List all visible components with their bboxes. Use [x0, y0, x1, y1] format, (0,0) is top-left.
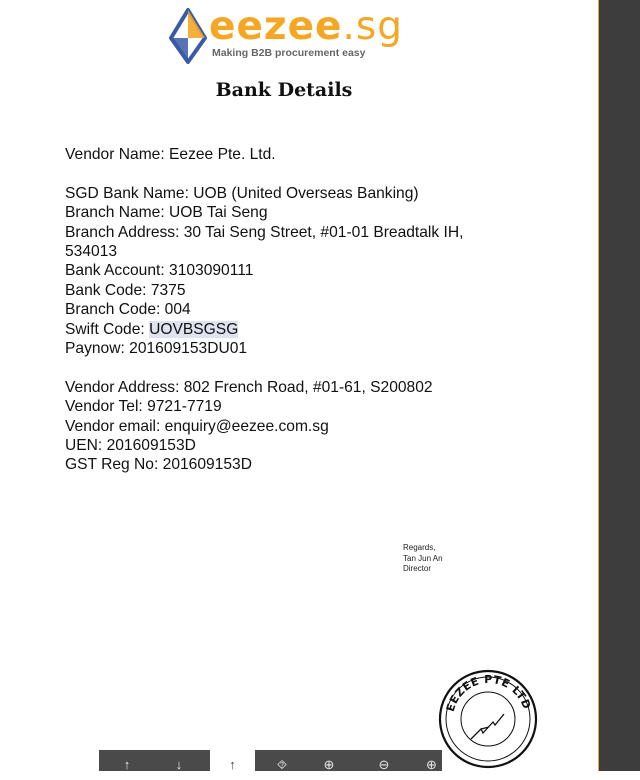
page-select-button[interactable]: ↑	[210, 750, 255, 771]
swift-code	[65, 320, 545, 339]
more-button[interactable]: ⊕	[426, 757, 437, 772]
logo-wordmark: eezee.sg	[209, 4, 403, 49]
signature-block	[403, 543, 443, 575]
eezee-diamond-icon	[168, 8, 208, 64]
bank-account: Bank Account: 3103090111	[65, 262, 254, 280]
zoom-in-button[interactable]: ⊕	[323, 757, 335, 772]
bank-code: Bank Code: 7375	[65, 281, 186, 299]
vendor-email: Vendor email: enquiry@eezee.com.sg	[65, 417, 329, 435]
paynow: Paynow: 201609153DU01	[65, 340, 248, 358]
vendor-address: Vendor Address: 802 French Road, #01-61, S200802	[65, 378, 433, 396]
fit-page-button[interactable]: ⯑	[276, 757, 288, 772]
swift-label: Swift Code:	[65, 320, 150, 338]
branch-address-line2: 534013	[65, 243, 118, 261]
viewer-background	[599, 0, 640, 771]
signatory-name: Tan Jun An	[403, 553, 443, 563]
spacer	[65, 164, 545, 183]
stamp-text: EEZEE PTE LTD	[443, 672, 534, 714]
regards-text: Regards,	[403, 543, 436, 552]
prev-page-button[interactable]: ↓	[175, 757, 183, 772]
spacer	[65, 358, 545, 377]
document-title: Bank Details	[215, 79, 353, 101]
branch-name: Branch Name: UOB Tai Seng	[65, 204, 268, 222]
vendor-tel: Vendor Tel: 9721-7719	[65, 398, 222, 416]
bank-name: SGD Bank Name: UOB (United Overseas Banking)	[65, 184, 419, 202]
company-stamp	[437, 667, 540, 770]
zoom-out-button[interactable]: ⊖	[378, 757, 390, 772]
first-page-button[interactable]: ↑	[123, 757, 131, 772]
gst-reg: GST Reg No: 201609153D	[65, 456, 252, 474]
eezee-logo	[168, 6, 428, 66]
uen: UEN: 201609153D	[65, 437, 196, 455]
bank-details-body	[65, 145, 545, 475]
swift-value-highlighted[interactable]: UOVBSGSG	[149, 320, 239, 338]
stamp-signature-mark	[471, 714, 504, 739]
vendor-name: Vendor Name: Eezee Pte. Ltd.	[65, 146, 276, 163]
pdf-toolbar	[99, 750, 442, 771]
branch-address-line1: Branch Address: 30 Tai Seng Street, #01-01 Breadtalk IH,	[65, 223, 464, 241]
branch-code: Branch Code: 004	[65, 301, 191, 319]
logo-tagline: Making B2B procurement easy	[212, 47, 366, 59]
signatory-role: Director	[403, 564, 432, 573]
